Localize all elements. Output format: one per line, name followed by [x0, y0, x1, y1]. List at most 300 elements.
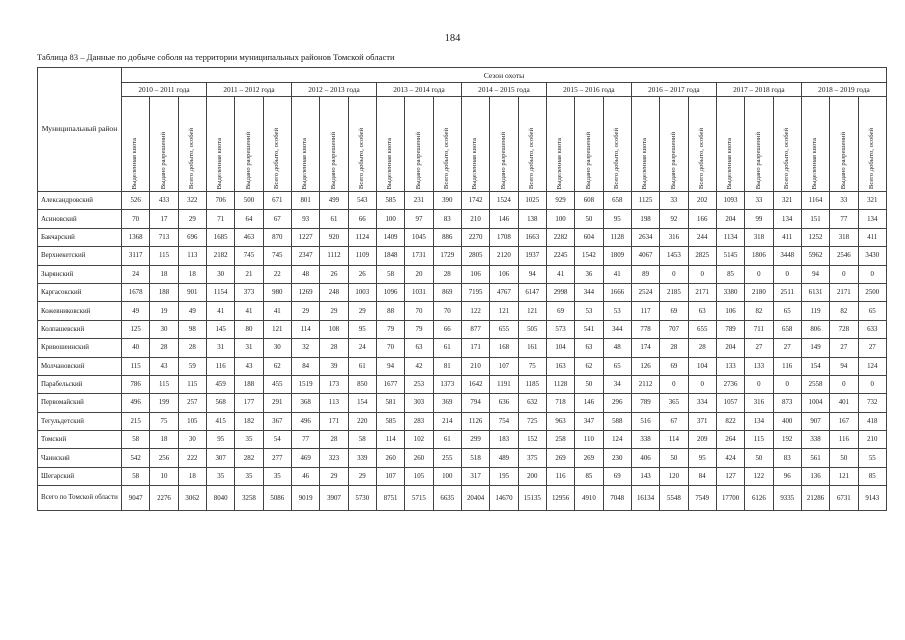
value-cell: 116	[546, 467, 574, 485]
value-cell: 1191	[490, 375, 518, 393]
value-cell: 2546	[830, 247, 858, 265]
value-cell: 365	[660, 394, 688, 412]
value-cell: 455	[263, 375, 291, 393]
value-cell: 58	[348, 431, 376, 449]
value-cell: 70	[405, 302, 433, 320]
value-cell: 106	[490, 265, 518, 283]
value-cell: 173	[320, 375, 348, 393]
column-header-label: Всего добыто, особей	[697, 127, 705, 189]
value-cell: 5962	[801, 247, 829, 265]
value-cell: 113	[320, 394, 348, 412]
value-cell: 1269	[291, 283, 319, 301]
column-header	[858, 97, 886, 192]
value-cell: 48	[603, 339, 631, 357]
value-cell: 1128	[603, 228, 631, 246]
district-name: Кривошеинский	[38, 339, 122, 357]
value-cell: 115	[122, 357, 150, 375]
value-cell: 338	[631, 431, 659, 449]
value-cell: 29	[348, 302, 376, 320]
value-cell: 63	[688, 302, 716, 320]
value-cell: 27	[745, 339, 773, 357]
value-cell: 202	[688, 192, 716, 210]
value-cell: 1663	[518, 228, 546, 246]
value-cell: 106	[461, 265, 489, 283]
value-cell: 1109	[348, 247, 376, 265]
column-header	[122, 97, 150, 192]
value-cell: 5715	[405, 486, 433, 511]
column-header-label: Выделенная квота	[726, 137, 734, 189]
value-cell: 41	[603, 265, 631, 283]
value-cell: 1729	[433, 247, 461, 265]
value-cell: 127	[716, 467, 744, 485]
value-cell: 424	[716, 449, 744, 467]
district-name: Бакчарский	[38, 228, 122, 246]
value-cell: 134	[773, 210, 801, 228]
value-cell: 283	[405, 412, 433, 430]
value-cell: 67	[660, 412, 688, 430]
column-header	[660, 97, 688, 192]
value-cell: 215	[122, 412, 150, 430]
value-cell: 102	[405, 431, 433, 449]
column-header-label: Выдано разрешений	[584, 131, 592, 189]
value-cell: 745	[263, 247, 291, 265]
value-cell: 277	[263, 449, 291, 467]
value-cell: 28	[688, 339, 716, 357]
value-cell: 633	[858, 320, 886, 338]
value-cell: 138	[518, 210, 546, 228]
value-cell: 30	[206, 265, 234, 283]
district-name: Чаинский	[38, 449, 122, 467]
value-cell: 323	[320, 449, 348, 467]
column-header-label: Всего добыто, особей	[273, 127, 280, 189]
value-cell: 53	[575, 302, 603, 320]
value-cell: 2825	[688, 247, 716, 265]
value-cell: 92	[660, 210, 688, 228]
value-cell: 94	[830, 357, 858, 375]
value-cell: 411	[858, 228, 886, 246]
value-cell: 2171	[830, 283, 858, 301]
value-cell: 2180	[745, 283, 773, 301]
season-header: 2011 – 2012 года	[206, 83, 291, 97]
value-cell: 53	[603, 302, 631, 320]
column-header-label: Выделенная квота	[216, 137, 224, 189]
column-header-label: Выделенная квота	[811, 137, 819, 189]
value-cell: 7549	[688, 486, 716, 511]
value-cell: 27	[858, 339, 886, 357]
value-cell: 15135	[518, 486, 546, 511]
value-cell: 117	[631, 302, 659, 320]
value-cell: 28	[320, 431, 348, 449]
value-cell: 1025	[518, 192, 546, 210]
value-cell: 0	[660, 375, 688, 393]
value-cell: 30	[263, 339, 291, 357]
district-name: Первомайский	[38, 394, 122, 412]
value-cell: 58	[122, 467, 150, 485]
column-header-label: Выдано разрешений	[159, 131, 167, 189]
value-cell: 210	[858, 431, 886, 449]
district-name: Асиновский	[38, 210, 122, 228]
value-cell: 97	[405, 210, 433, 228]
value-cell: 334	[688, 394, 716, 412]
value-cell: 256	[150, 449, 178, 467]
value-cell: 30	[178, 431, 206, 449]
column-header-label: Всего добыто, особей	[867, 127, 875, 189]
value-cell: 711	[745, 320, 773, 338]
page-number: 184	[444, 33, 461, 44]
value-cell: 220	[348, 412, 376, 430]
value-cell: 95	[206, 431, 234, 449]
value-cell: 2245	[546, 247, 574, 265]
value-cell: 95	[603, 210, 631, 228]
value-cell: 62	[575, 357, 603, 375]
value-cell: 2347	[291, 247, 319, 265]
value-cell: 133	[716, 357, 744, 375]
season-header: 2013 – 2014 года	[376, 83, 461, 97]
value-cell: 199	[150, 394, 178, 412]
value-cell: 88	[376, 302, 404, 320]
value-cell: 41	[235, 302, 263, 320]
value-cell: 8751	[376, 486, 404, 511]
value-cell: 31	[206, 339, 234, 357]
column-header	[716, 97, 744, 192]
value-cell: 1453	[660, 247, 688, 265]
value-cell: 344	[575, 283, 603, 301]
value-cell: 371	[688, 412, 716, 430]
value-cell: 469	[291, 449, 319, 467]
value-cell: 18	[150, 265, 178, 283]
value-cell: 248	[320, 283, 348, 301]
value-cell: 2112	[631, 375, 659, 393]
value-cell: 114	[376, 431, 404, 449]
value-cell: 463	[235, 228, 263, 246]
value-cell: 415	[206, 412, 234, 430]
value-cell: 65	[603, 357, 631, 375]
value-cell: 134	[745, 412, 773, 430]
value-cell: 713	[150, 228, 178, 246]
value-cell: 707	[660, 320, 688, 338]
column-header	[150, 97, 178, 192]
value-cell: 1806	[745, 247, 773, 265]
value-cell: 505	[518, 320, 546, 338]
value-cell: 183	[490, 431, 518, 449]
value-cell: 106	[716, 302, 744, 320]
column-header	[631, 97, 659, 192]
value-cell: 1227	[291, 228, 319, 246]
value-cell: 93	[291, 210, 319, 228]
value-cell: 728	[830, 320, 858, 338]
value-cell: 104	[688, 357, 716, 375]
value-cell: 222	[178, 449, 206, 467]
value-cell: 1685	[206, 228, 234, 246]
value-cell: 22	[263, 265, 291, 283]
district-name: Всего по Томской области	[38, 486, 122, 511]
column-header	[206, 97, 234, 192]
value-cell: 1848	[376, 247, 404, 265]
value-cell: 143	[631, 467, 659, 485]
district-name: Каргасокский	[38, 283, 122, 301]
value-cell: 3258	[235, 486, 263, 511]
district-column-header: Муниципальный район	[38, 68, 122, 192]
value-cell: 12956	[546, 486, 574, 511]
value-cell: 0	[858, 265, 886, 283]
value-cell: 873	[773, 394, 801, 412]
value-cell: 963	[546, 412, 574, 430]
value-cell: 28	[660, 339, 688, 357]
value-cell: 50	[660, 449, 688, 467]
value-cell: 67	[263, 210, 291, 228]
value-cell: 69	[603, 467, 631, 485]
column-header	[830, 97, 858, 192]
column-header	[291, 97, 319, 192]
value-cell: 367	[263, 412, 291, 430]
value-cell: 3380	[716, 283, 744, 301]
value-cell: 21286	[801, 486, 829, 511]
column-header	[773, 97, 801, 192]
value-cell: 65	[858, 302, 886, 320]
value-cell: 561	[801, 449, 829, 467]
value-cell: 542	[122, 449, 150, 467]
value-cell: 269	[546, 449, 574, 467]
value-cell: 30	[150, 320, 178, 338]
value-cell: 70	[376, 339, 404, 357]
value-cell: 1185	[518, 375, 546, 393]
value-cell: 65	[773, 302, 801, 320]
total-row	[38, 486, 887, 511]
value-cell: 6147	[518, 283, 546, 301]
value-cell: 94	[518, 265, 546, 283]
value-cell: 390	[433, 192, 461, 210]
value-cell: 81	[433, 357, 461, 375]
value-cell: 568	[206, 394, 234, 412]
value-cell: 198	[631, 210, 659, 228]
value-cell: 0	[660, 265, 688, 283]
value-cell: 1666	[603, 283, 631, 301]
value-cell: 1742	[461, 192, 489, 210]
value-cell: 114	[291, 320, 319, 338]
value-cell: 258	[546, 431, 574, 449]
value-cell: 210	[461, 210, 489, 228]
value-cell: 1045	[405, 228, 433, 246]
value-cell: 61	[320, 210, 348, 228]
value-cell: 907	[801, 412, 829, 430]
column-header	[263, 97, 291, 192]
value-cell: 347	[575, 412, 603, 430]
value-cell: 107	[376, 467, 404, 485]
value-cell: 79	[376, 320, 404, 338]
table-caption: Таблица 83 – Данные по добыче соболя на территории муниципальных районов Томской области	[37, 52, 395, 62]
value-cell: 253	[405, 375, 433, 393]
column-header-label: Выделенная квота	[131, 137, 139, 189]
value-cell: 318	[745, 228, 773, 246]
value-cell: 126	[631, 357, 659, 375]
value-cell: 35	[206, 467, 234, 485]
header-row-seasons	[38, 83, 887, 97]
value-cell: 339	[348, 449, 376, 467]
value-cell: 2171	[688, 283, 716, 301]
value-cell: 115	[745, 431, 773, 449]
value-cell: 20404	[461, 486, 489, 511]
column-header	[461, 97, 489, 192]
value-cell: 789	[716, 320, 744, 338]
value-cell: 104	[546, 339, 574, 357]
value-cell: 573	[546, 320, 574, 338]
value-cell: 124	[858, 357, 886, 375]
value-cell: 174	[631, 339, 659, 357]
value-cell: 870	[263, 228, 291, 246]
value-cell: 42	[405, 357, 433, 375]
value-cell: 2182	[206, 247, 234, 265]
value-cell: 499	[320, 192, 348, 210]
value-cell: 32	[291, 339, 319, 357]
value-cell: 149	[801, 339, 829, 357]
value-cell: 543	[348, 192, 376, 210]
value-cell: 35	[235, 467, 263, 485]
value-cell: 58	[376, 265, 404, 283]
value-cell: 214	[433, 412, 461, 430]
value-cell: 321	[773, 192, 801, 210]
column-header-label: Выделенная квота	[641, 137, 649, 189]
value-cell: 526	[122, 192, 150, 210]
value-cell: 2282	[546, 228, 574, 246]
value-cell: 114	[660, 431, 688, 449]
column-header-label: Всего добыто, особей	[782, 127, 790, 189]
table-row	[38, 247, 887, 265]
value-cell: 16134	[631, 486, 659, 511]
value-cell: 83	[433, 210, 461, 228]
table-row	[38, 357, 887, 375]
value-cell: 255	[433, 449, 461, 467]
value-cell: 806	[801, 320, 829, 338]
column-header-label: Выдано разрешений	[414, 131, 422, 189]
value-cell: 6131	[801, 283, 829, 301]
value-cell: 121	[518, 302, 546, 320]
value-cell: 1057	[716, 394, 744, 412]
value-cell: 134	[858, 210, 886, 228]
value-cell: 5145	[716, 247, 744, 265]
value-cell: 1524	[490, 192, 518, 210]
value-cell: 55	[858, 449, 886, 467]
value-cell: 95	[688, 449, 716, 467]
value-cell: 1093	[716, 192, 744, 210]
value-cell: 146	[490, 210, 518, 228]
value-cell: 920	[320, 228, 348, 246]
value-cell: 69	[660, 357, 688, 375]
value-cell: 21	[235, 265, 263, 283]
value-cell: 338	[801, 431, 829, 449]
value-cell: 706	[206, 192, 234, 210]
value-cell: 62	[263, 357, 291, 375]
district-name: Томский	[38, 431, 122, 449]
header-row-columns	[38, 97, 887, 192]
value-cell: 40	[122, 339, 150, 357]
value-cell: 154	[801, 357, 829, 375]
value-cell: 929	[546, 192, 574, 210]
value-cell: 2736	[716, 375, 744, 393]
season-header: 2010 – 2011 года	[122, 83, 207, 97]
value-cell: 303	[405, 394, 433, 412]
value-cell: 145	[206, 320, 234, 338]
value-cell: 2524	[631, 283, 659, 301]
value-cell: 17700	[716, 486, 744, 511]
value-cell: 282	[235, 449, 263, 467]
value-cell: 49	[122, 302, 150, 320]
value-cell: 26	[320, 265, 348, 283]
value-cell: 401	[830, 394, 858, 412]
table-row	[38, 192, 887, 210]
value-cell: 61	[433, 339, 461, 357]
value-cell: 24	[348, 339, 376, 357]
district-name: Верхнекетский	[38, 247, 122, 265]
value-cell: 96	[773, 467, 801, 485]
value-cell: 636	[490, 394, 518, 412]
value-cell: 14670	[490, 486, 518, 511]
value-cell: 70	[433, 302, 461, 320]
table-row	[38, 412, 887, 430]
value-cell: 406	[631, 449, 659, 467]
value-cell: 83	[773, 449, 801, 467]
table-row	[38, 320, 887, 338]
value-cell: 2500	[858, 283, 886, 301]
value-cell: 459	[206, 375, 234, 393]
column-header-label: Выдано разрешений	[499, 131, 507, 189]
table-row	[38, 449, 887, 467]
district-name: Колпашевский	[38, 320, 122, 338]
value-cell: 718	[546, 394, 574, 412]
value-cell: 658	[773, 320, 801, 338]
value-cell: 188	[150, 283, 178, 301]
value-cell: 18	[150, 431, 178, 449]
value-cell: 732	[858, 394, 886, 412]
column-header-label: Выдано разрешений	[839, 131, 847, 189]
value-cell: 33	[830, 192, 858, 210]
value-cell: 1731	[405, 247, 433, 265]
value-cell: 29	[348, 467, 376, 485]
value-cell: 161	[518, 339, 546, 357]
column-header	[320, 97, 348, 192]
sable-harvest-table	[37, 67, 887, 511]
value-cell: 18	[178, 467, 206, 485]
column-header-label: Выдано разрешений	[669, 131, 677, 189]
value-cell: 29	[320, 302, 348, 320]
value-cell: 9047	[122, 486, 150, 511]
value-cell: 2634	[631, 228, 659, 246]
value-cell: 1708	[490, 228, 518, 246]
value-cell: 400	[773, 412, 801, 430]
value-cell: 182	[235, 412, 263, 430]
value-cell: 115	[150, 247, 178, 265]
value-cell: 9019	[291, 486, 319, 511]
value-cell: 136	[801, 467, 829, 485]
value-cell: 9335	[773, 486, 801, 511]
district-name: Александровский	[38, 192, 122, 210]
value-cell: 794	[461, 394, 489, 412]
value-cell: 41	[206, 302, 234, 320]
value-cell: 171	[461, 339, 489, 357]
value-cell: 48	[291, 265, 319, 283]
column-header	[575, 97, 603, 192]
value-cell: 63	[575, 339, 603, 357]
value-cell: 0	[745, 375, 773, 393]
value-cell: 5730	[348, 486, 376, 511]
value-cell: 230	[603, 449, 631, 467]
district-name: Зырянский	[38, 265, 122, 283]
value-cell: 0	[745, 265, 773, 283]
table-row	[38, 339, 887, 357]
value-cell: 604	[575, 228, 603, 246]
value-cell: 69	[660, 302, 688, 320]
table-row	[38, 210, 887, 228]
value-cell: 70	[122, 210, 150, 228]
